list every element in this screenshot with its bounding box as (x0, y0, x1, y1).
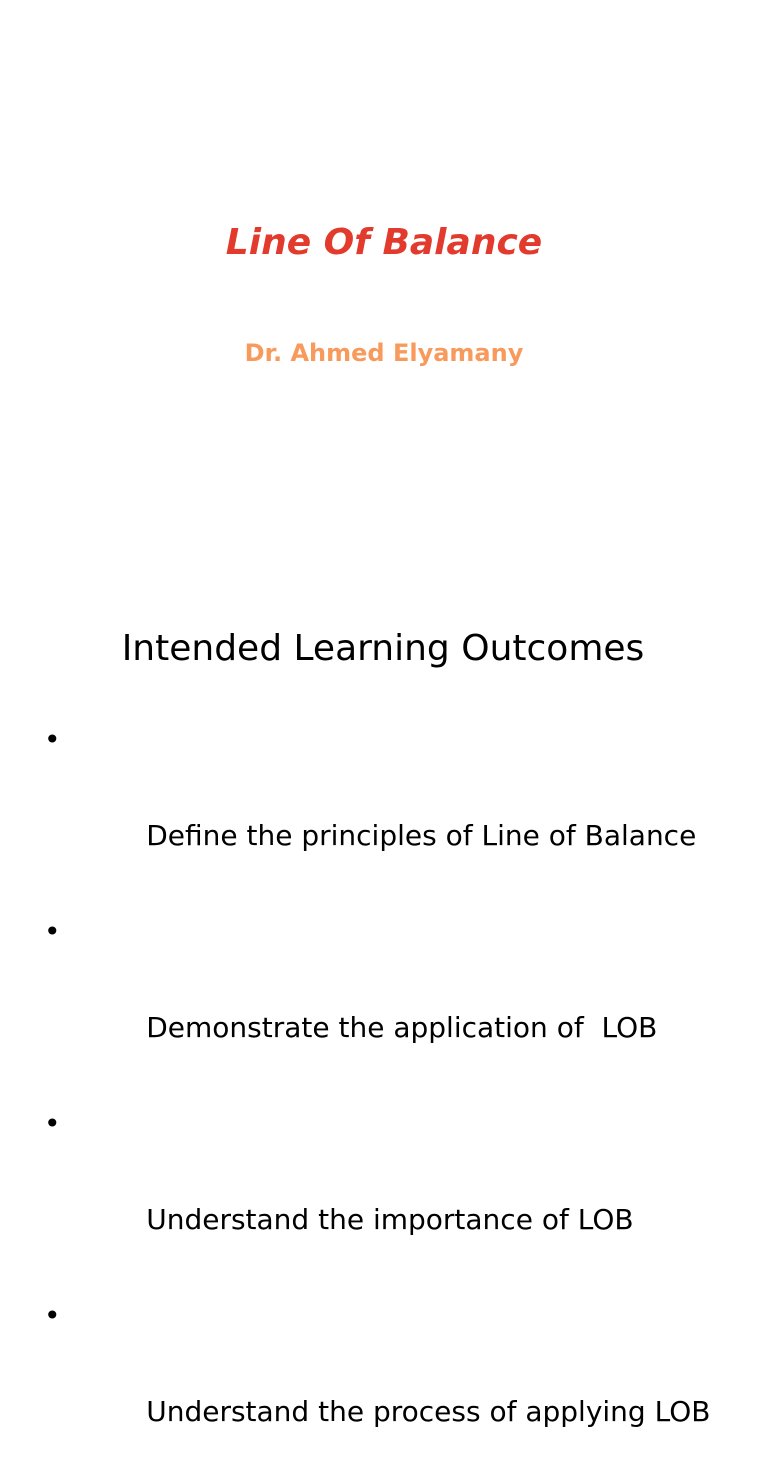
list-item (44, 908, 710, 1100)
outcomes-heading: Intended Learning Outcomes (121, 628, 645, 669)
list-item-text: Define the principles of Line of Balance (146, 819, 697, 852)
outcomes-slide (0, 512, 768, 1428)
bullet-icon: • (44, 915, 61, 948)
list-item (44, 1100, 710, 1292)
list-item-text: Understand the importance of LOB (146, 1203, 634, 1236)
bullet-icon: • (44, 1107, 61, 1140)
slide-title: Line Of Balance (225, 222, 543, 263)
slide-subtitle-author: Dr. Ahmed Elyamany (244, 339, 524, 367)
list-item-text: Understand the process of applying LOB (146, 1395, 711, 1428)
outcomes-list (44, 716, 710, 1484)
title-slide (0, 0, 768, 512)
list-item-text: Demonstrate the application of LOB (146, 1011, 658, 1044)
bullet-icon: • (44, 723, 61, 756)
list-item (44, 1292, 710, 1484)
bullet-icon: • (44, 1299, 61, 1332)
list-item (44, 716, 710, 908)
